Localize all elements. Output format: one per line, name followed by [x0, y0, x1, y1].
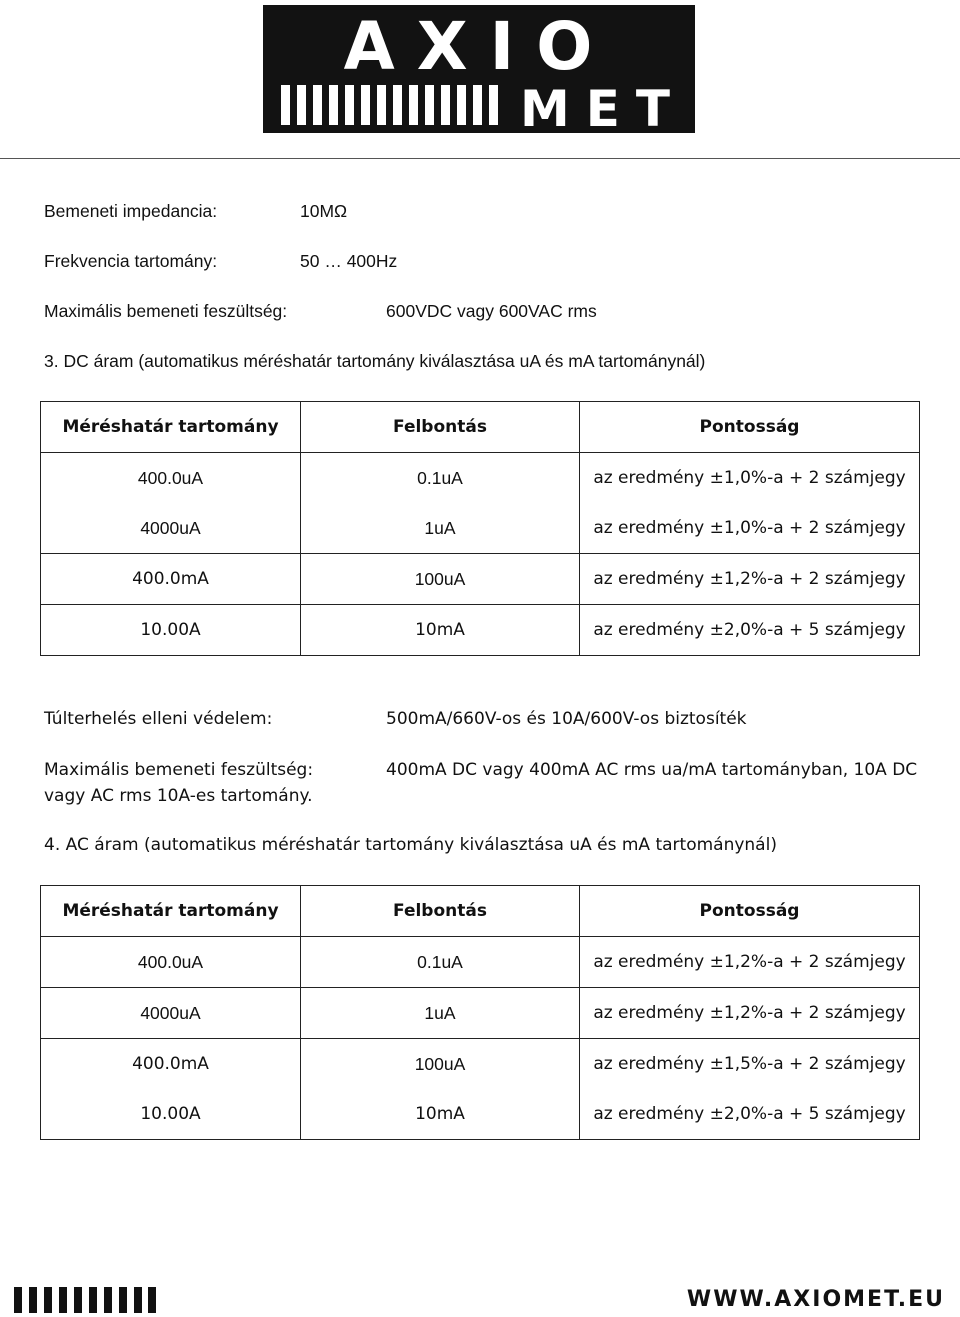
- dc-current-table: [40, 401, 920, 656]
- header-accuracy: Pontosság: [580, 402, 920, 453]
- cell-resolution: 0.1uA: [301, 937, 580, 988]
- table-row: [41, 503, 920, 554]
- spec-value-frequency: 50 … 400Hz: [300, 251, 398, 271]
- table-header-row: [41, 402, 920, 453]
- cell-accuracy: az eredmény ±2,0%-a + 5 számjegy: [580, 1089, 920, 1140]
- max-current-label: Maximális bemeneti feszültség:: [44, 760, 314, 780]
- cell-resolution: 1uA: [301, 988, 580, 1039]
- cell-range: 10.00A: [41, 1089, 301, 1140]
- table-row: [41, 1039, 920, 1090]
- spec-value-impedance: 10MΩ: [300, 201, 348, 221]
- ac-current-table: [40, 885, 920, 1140]
- table-row: [41, 1089, 920, 1140]
- cell-resolution: 10mA: [301, 605, 580, 656]
- cell-resolution: 1uA: [301, 503, 580, 554]
- table-row: [41, 605, 920, 656]
- header-range: Méréshatár tartomány: [41, 886, 301, 937]
- protection-value: 500mA/660V-os és 10A/600V-os biztosíték: [386, 709, 747, 729]
- logo-bars: [281, 85, 498, 125]
- logo-text-top: AXIO: [343, 8, 615, 85]
- max-current-value-cont: vagy AC rms 10A-es tartomány.: [44, 786, 313, 806]
- cell-accuracy: az eredmény ±1,5%-a + 2 számjegy: [580, 1039, 920, 1090]
- cell-accuracy: az eredmény ±1,0%-a + 2 számjegy: [580, 453, 920, 504]
- max-current-value: 400mA DC vagy 400mA AC rms ua/mA tartományban, 10A DC: [386, 760, 918, 780]
- table-row: [41, 554, 920, 605]
- cell-accuracy: az eredmény ±1,2%-a + 2 számjegy: [580, 937, 920, 988]
- table-header-row: [41, 886, 920, 937]
- cell-range: 4000uA: [41, 503, 301, 554]
- section-title-ac-current: 4. AC áram (automatikus méréshatár tartomány kiválasztása uA és mA tartománynál): [44, 835, 777, 855]
- spec-label-max-voltage: Maximális bemeneti feszültség:: [44, 301, 288, 321]
- table-row: [41, 453, 920, 504]
- header-resolution: Felbontás: [301, 402, 580, 453]
- header-range: Méréshatár tartomány: [41, 402, 301, 453]
- cell-resolution: 100uA: [301, 554, 580, 605]
- protection-label: Túlterhelés elleni védelem:: [44, 709, 273, 729]
- header-divider: [0, 158, 960, 159]
- cell-accuracy: az eredmény ±1,2%-a + 2 számjegy: [580, 554, 920, 605]
- cell-accuracy: az eredmény ±1,0%-a + 2 számjegy: [580, 503, 920, 554]
- cell-accuracy: az eredmény ±1,2%-a + 2 számjegy: [580, 988, 920, 1039]
- cell-resolution: 10mA: [301, 1089, 580, 1140]
- cell-range: 10.00A: [41, 605, 301, 656]
- footer-url: WWW.AXIOMET.EU: [686, 1287, 945, 1312]
- footer-logo-bars: [14, 1287, 156, 1313]
- cell-resolution: 0.1uA: [301, 453, 580, 504]
- header-resolution: Felbontás: [301, 886, 580, 937]
- cell-range: 400.0uA: [41, 937, 301, 988]
- spec-label-impedance: Bemeneti impedancia:: [44, 201, 218, 221]
- table-row: [41, 988, 920, 1039]
- cell-resolution: 100uA: [301, 1039, 580, 1090]
- cell-range: 4000uA: [41, 988, 301, 1039]
- spec-label-frequency: Frekvencia tartomány:: [44, 251, 218, 271]
- logo-text-bottom: MET: [519, 80, 687, 133]
- brand-logo: [263, 5, 695, 133]
- cell-range: 400.0uA: [41, 453, 301, 504]
- cell-range: 400.0mA: [41, 554, 301, 605]
- cell-accuracy: az eredmény ±2,0%-a + 5 számjegy: [580, 605, 920, 656]
- cell-range: 400.0mA: [41, 1039, 301, 1090]
- table-row: [41, 937, 920, 988]
- header-accuracy: Pontosság: [580, 886, 920, 937]
- section-title-dc-current: 3. DC áram (automatikus méréshatár tartomány kiválasztása uA és mA tartománynál): [44, 351, 706, 371]
- spec-value-max-voltage: 600VDC vagy 600VAC rms: [386, 301, 597, 321]
